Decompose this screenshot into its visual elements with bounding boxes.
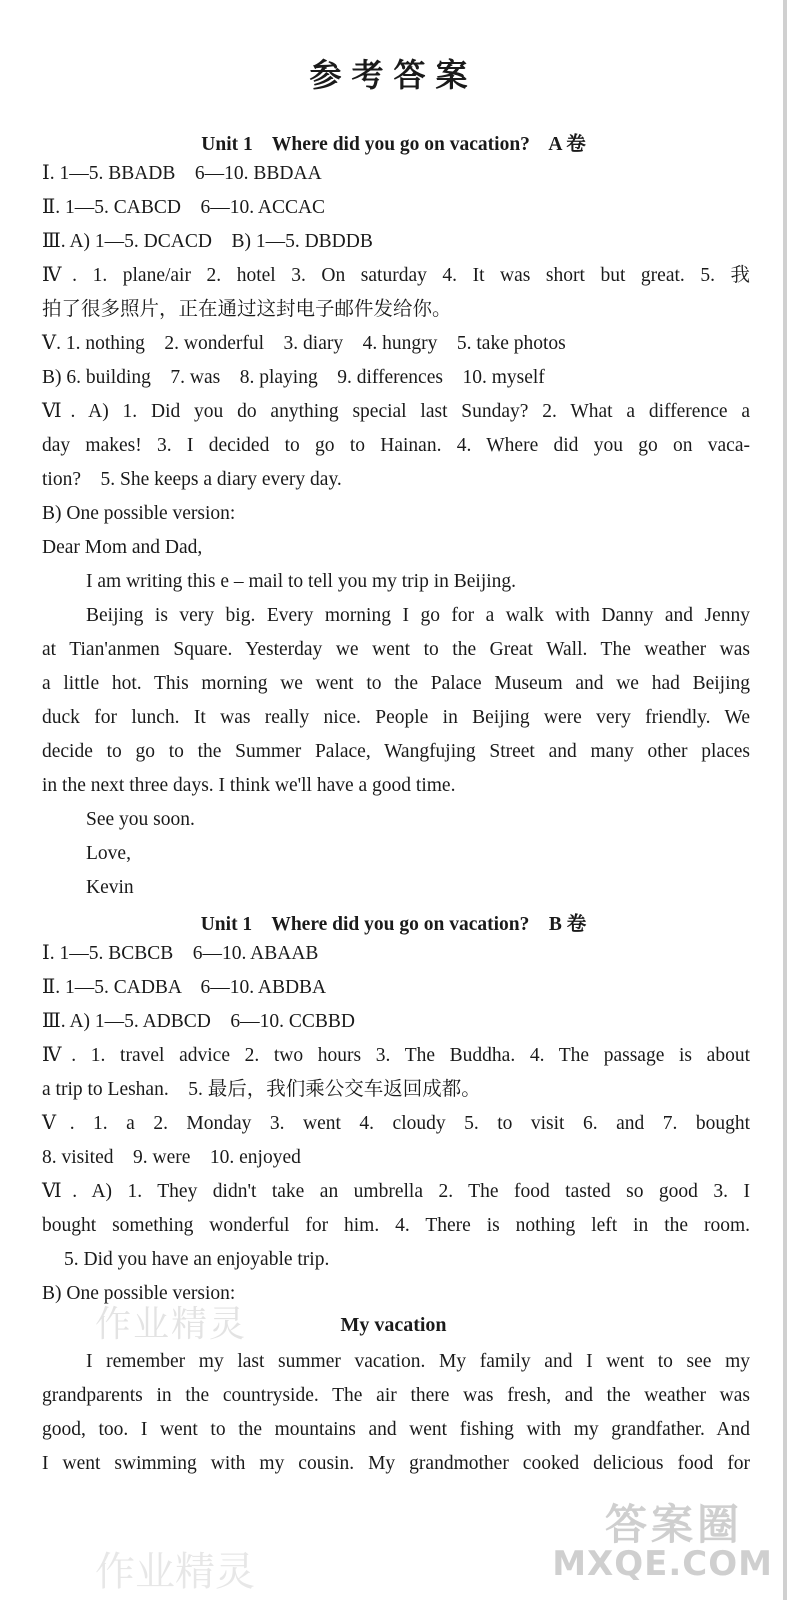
- answer-line: bought something wonderful for him. 4. There is nothing left in the room.: [42, 1215, 750, 1236]
- letter-greeting: Dear Mom and Dad,: [42, 537, 203, 558]
- page-title: 参考答案: [309, 56, 478, 94]
- answer-line: B) One possible version:: [42, 503, 236, 524]
- letter-line: Beijing is very big. Every morning I go for a walk with Danny and Jenny: [86, 605, 750, 626]
- answer-line: 5. Did you have an enjoyable trip.: [64, 1249, 330, 1270]
- answer-line: Ⅱ. 1—5. CADBA 6—10. ABDBA: [42, 977, 327, 998]
- essay-line: grandparents in the countryside. The air there was fresh, and the weather was: [42, 1385, 750, 1406]
- letter-line: in the next three days. I think we'll have a good time.: [42, 775, 456, 796]
- answer-line: Ⅳ. 1. plane/air 2. hotel 3. On saturday 4. It was short but great. 5. 我: [42, 265, 750, 286]
- logo-text-cn: 答案圈: [604, 1500, 743, 1549]
- letter-closing: Love,: [86, 843, 131, 864]
- answer-line: Ⅳ. 1. travel advice 2. two hours 3. The Buddha. 4. The passage is about: [42, 1045, 750, 1066]
- answer-line: a trip to Leshan. 5. 最后，我们乘公交车返回成都。: [42, 1079, 481, 1100]
- answer-line: tion? 5. She keeps a diary every day.: [42, 469, 342, 490]
- letter-line: at Tian'anmen Square. Yesterday we went to the Great Wall. The weather was: [42, 639, 750, 660]
- site-logo: [552, 1492, 773, 1592]
- essay-title: My vacation: [340, 1314, 447, 1336]
- letter-line: duck for lunch. It was really nice. People in Beijing were very friendly. We: [42, 707, 750, 728]
- answer-line: Ⅰ. 1—5. BBADB 6—10. BBDAA: [42, 163, 322, 184]
- answer-line: Ⅵ. A) 1. Did you do anything special last Sunday? 2. What a difference a: [42, 401, 750, 422]
- answer-line: B) One possible version:: [42, 1283, 236, 1304]
- letter-line: decide to go to the Summer Palace, Wangfujing Street and many other places: [42, 741, 750, 762]
- logo-text-en: MXQE.COM: [552, 1544, 773, 1584]
- answer-line: Ⅰ. 1—5. BCBCB 6—10. ABAAB: [42, 943, 319, 964]
- page-edge: [783, 0, 787, 1600]
- answer-line: B) 6. building 7. was 8. playing 9. differences 10. myself: [42, 367, 545, 388]
- essay-line: I went swimming with my cousin. My grandmother cooked delicious food for: [42, 1453, 750, 1474]
- answer-line: Ⅴ. 1. a 2. Monday 3. went 4. cloudy 5. to visit 6. and 7. bought: [42, 1113, 750, 1134]
- watermark: 作业精灵: [95, 1549, 255, 1595]
- watermark: 作业精灵: [95, 1304, 248, 1345]
- letter-line: a little hot. This morning we went to the Palace Museum and we had Beijing: [42, 673, 750, 694]
- letter-line: I am writing this e – mail to tell you my trip in Beijing.: [86, 571, 517, 592]
- answer-line: Ⅲ. A) 1—5. DCACD B) 1—5. DBDDB: [42, 231, 373, 252]
- answer-line: day makes! 3. I decided to go to Hainan. 4. Where did you go on vaca-: [42, 435, 750, 456]
- answer-line: 拍了很多照片，正在通过这封电子邮件发给你。: [42, 299, 452, 320]
- essay-line: good, too. I went to the mountains and went fishing with my grandfather. And: [42, 1419, 750, 1440]
- answer-line: 8. visited 9. were 10. enjoyed: [42, 1147, 301, 1168]
- section-b-heading: Unit 1 Where did you go on vacation? B 卷: [200, 914, 587, 935]
- answer-line: Ⅲ. A) 1—5. ADBCD 6—10. CCBBD: [42, 1011, 355, 1032]
- letter-signature: Kevin: [86, 877, 134, 898]
- letter-closing: See you soon.: [86, 809, 195, 830]
- answer-line: Ⅴ. 1. nothing 2. wonderful 3. diary 4. hungry 5. take photos: [42, 333, 566, 354]
- essay-line: I remember my last summer vacation. My family and I went to see my: [86, 1351, 750, 1372]
- answer-line: Ⅵ. A) 1. They didn't take an umbrella 2. The food tasted so good 3. I: [42, 1181, 750, 1202]
- answer-line: Ⅱ. 1—5. CABCD 6—10. ACCAC: [42, 197, 326, 218]
- section-a-heading: Unit 1 Where did you go on vacation? A 卷: [201, 134, 586, 155]
